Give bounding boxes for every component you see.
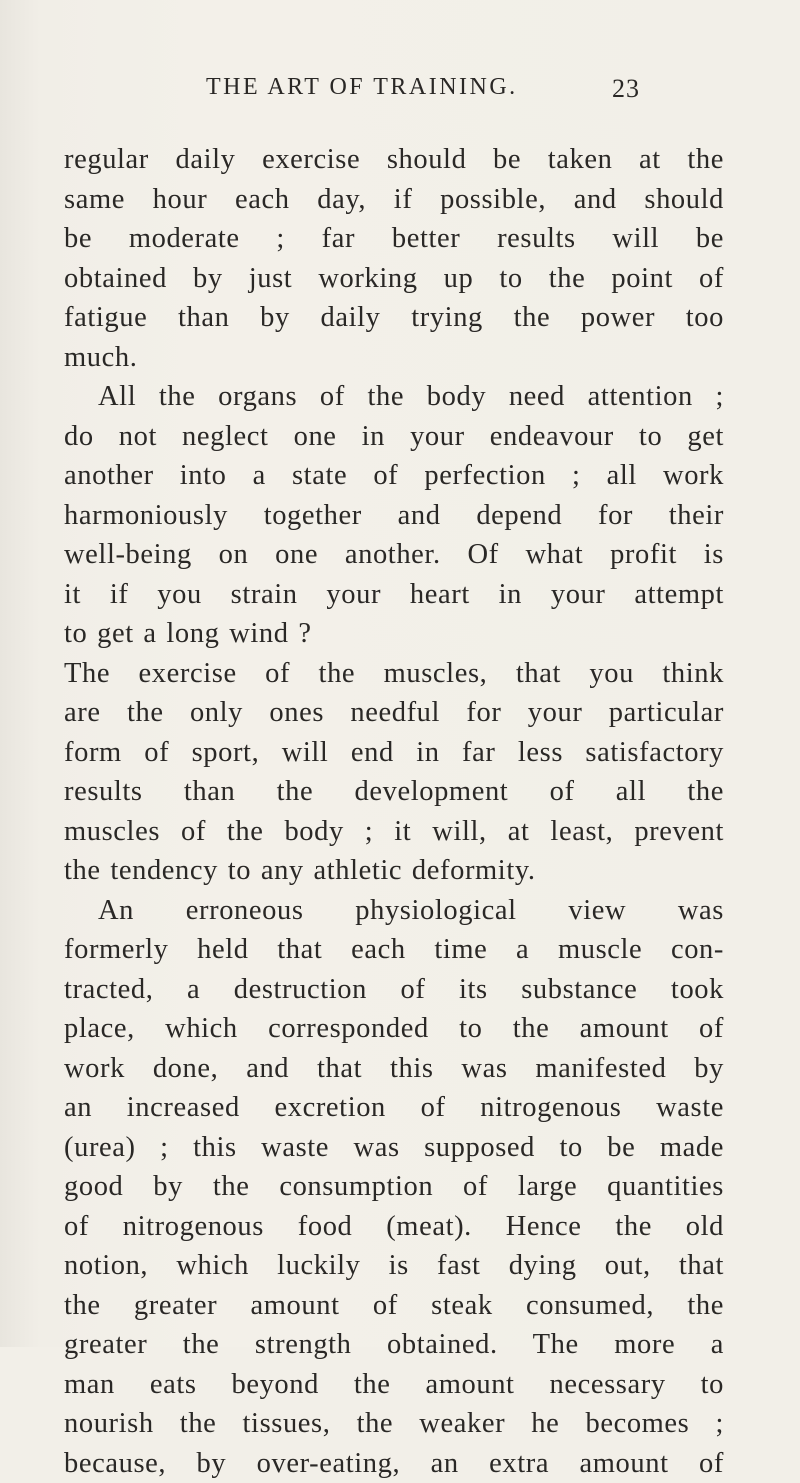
text-line: fatigue than by daily trying the power too [64, 298, 724, 338]
text-line: an increased excretion of nitrogenous waste [64, 1088, 724, 1128]
text-line: because, by over-eating, an extra amount of [64, 1444, 724, 1483]
text-line: tracted, a destruction of its substance took [64, 970, 724, 1010]
text-line: notion, which luckily is fast dying out, that [64, 1246, 724, 1286]
text-line: the greater amount of steak consumed, the [64, 1286, 724, 1326]
text-line: man eats beyond the amount necessary to [64, 1365, 724, 1405]
text-line: work done, and that this was manifested by [64, 1049, 724, 1089]
text-line: harmoniously together and depend for their [64, 496, 724, 536]
text-line: nourish the tissues, the weaker he becomes ; [64, 1404, 724, 1444]
text-line: form of sport, will end in far less satisfactory [64, 733, 724, 773]
text-line: much. [64, 338, 724, 378]
body-text [64, 140, 724, 1483]
running-head: THE ART OF TRAINING. [206, 74, 518, 101]
text-line: another into a state of perfection ; all work [64, 456, 724, 496]
text-line: good by the consumption of large quantities [64, 1167, 724, 1207]
text-line: the tendency to any athletic deformity. [64, 851, 724, 891]
text-line: formerly held that each time a muscle con- [64, 930, 724, 970]
text-line: An erroneous physiological view was [64, 891, 724, 931]
text-line: (urea) ; this waste was supposed to be made [64, 1128, 724, 1168]
page-header [200, 74, 640, 114]
text-line: it if you strain your heart in your attempt [64, 575, 724, 615]
text-line: well-being on one another. Of what profit is [64, 535, 724, 575]
text-line: The exercise of the muscles, that you think [64, 654, 724, 694]
text-line: regular daily exercise should be taken at the [64, 140, 724, 180]
text-line: to get a long wind ? [64, 614, 724, 654]
text-line: are the only ones needful for your particular [64, 693, 724, 733]
text-line: do not neglect one in your endeavour to get [64, 417, 724, 457]
text-line: greater the strength obtained. The more a [64, 1325, 724, 1365]
text-line: of nitrogenous food (meat). Hence the old [64, 1207, 724, 1247]
text-line: same hour each day, if possible, and should [64, 180, 724, 220]
text-line: results than the development of all the [64, 772, 724, 812]
page-number: 23 [612, 74, 640, 104]
text-line: place, which corresponded to the amount of [64, 1009, 724, 1049]
text-line: be moderate ; far better results will be [64, 219, 724, 259]
text-line: muscles of the body ; it will, at least, prevent [64, 812, 724, 852]
text-line: obtained by just working up to the point of [64, 259, 724, 299]
text-line: All the organs of the body need attention ; [64, 377, 724, 417]
